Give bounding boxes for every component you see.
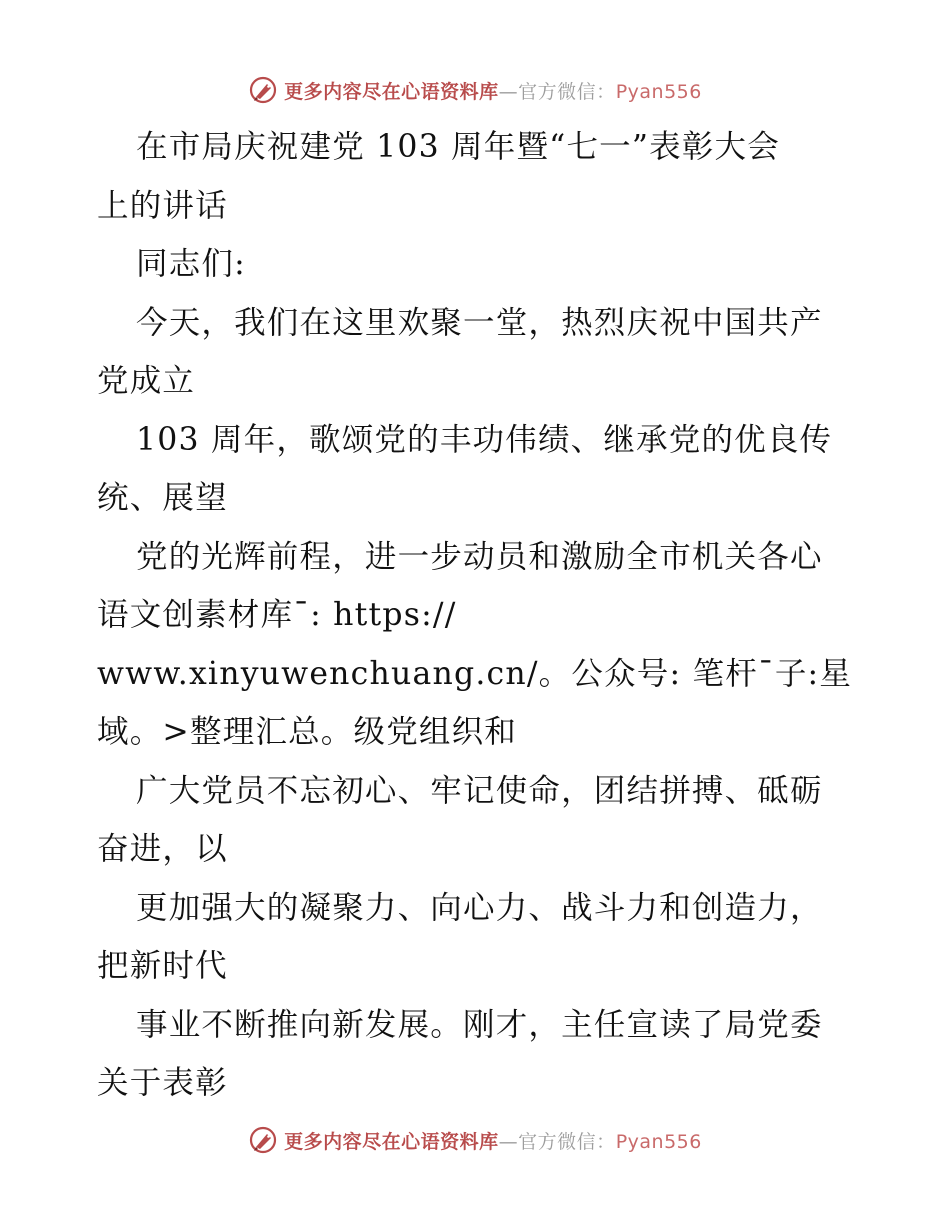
watermark-text (284, 77, 702, 104)
watermark-label: 官方微信： (518, 1130, 616, 1153)
body-line: 关于表彰 (97, 1065, 228, 1101)
watermark-dash: — (498, 80, 519, 103)
watermark-banner-top (0, 73, 950, 107)
body-line: 统、展望 (97, 480, 228, 516)
watermark-dash: — (498, 1130, 519, 1153)
body-line: 语文创素材库¯: https:// (97, 597, 457, 633)
salutation-line: 同志们: (136, 246, 246, 282)
watermark-text (284, 1127, 702, 1154)
body-line: 更加强大的凝聚力、向心力、战斗力和创造力， (136, 889, 823, 926)
watermark-site-text: 更多内容尽在心语资料库 (284, 80, 499, 103)
body-line: 域。>整理汇总。级党组织和 (97, 714, 517, 750)
title-line-1: 在市局庆祝建党 103 周年暨“七一”表彰大会 (136, 129, 780, 165)
body-line: 广大党员不忘初心、牢记使命，团结拼搏、砥砺 (136, 772, 823, 809)
body-line: 把新时代 (97, 948, 228, 984)
pen-nib-logo-icon (248, 1125, 278, 1155)
title-line-2: 上的讲话 (97, 187, 228, 224)
body-line: 事业不断推向新发展。刚才，主任宣读了局党委 (136, 1006, 823, 1043)
body-line: www.xinyuwenchuang.cn/。公众号: 笔杆¯子:星 (97, 655, 853, 692)
watermark-wechat-id: Pyan556 (615, 80, 702, 103)
pen-nib-logo-icon (248, 75, 278, 105)
body-line: 党成立 (97, 363, 196, 399)
body-line: 奋进，以 (97, 831, 228, 867)
watermark-banner-bottom (0, 1123, 950, 1157)
watermark-wechat-id: Pyan556 (615, 1130, 702, 1153)
body-line: 103 周年，歌颂党的丰功伟绩、继承党的优良传 (136, 421, 833, 458)
body-line: 党的光辉前程，进一步动员和激励全市机关各心 (136, 538, 823, 575)
body-line: 今天，我们在这里欢聚一堂，热烈庆祝中国共产 (136, 304, 823, 341)
watermark-label: 官方微信： (518, 80, 616, 103)
watermark-site-text: 更多内容尽在心语资料库 (284, 1130, 499, 1153)
document-body (97, 118, 857, 1113)
